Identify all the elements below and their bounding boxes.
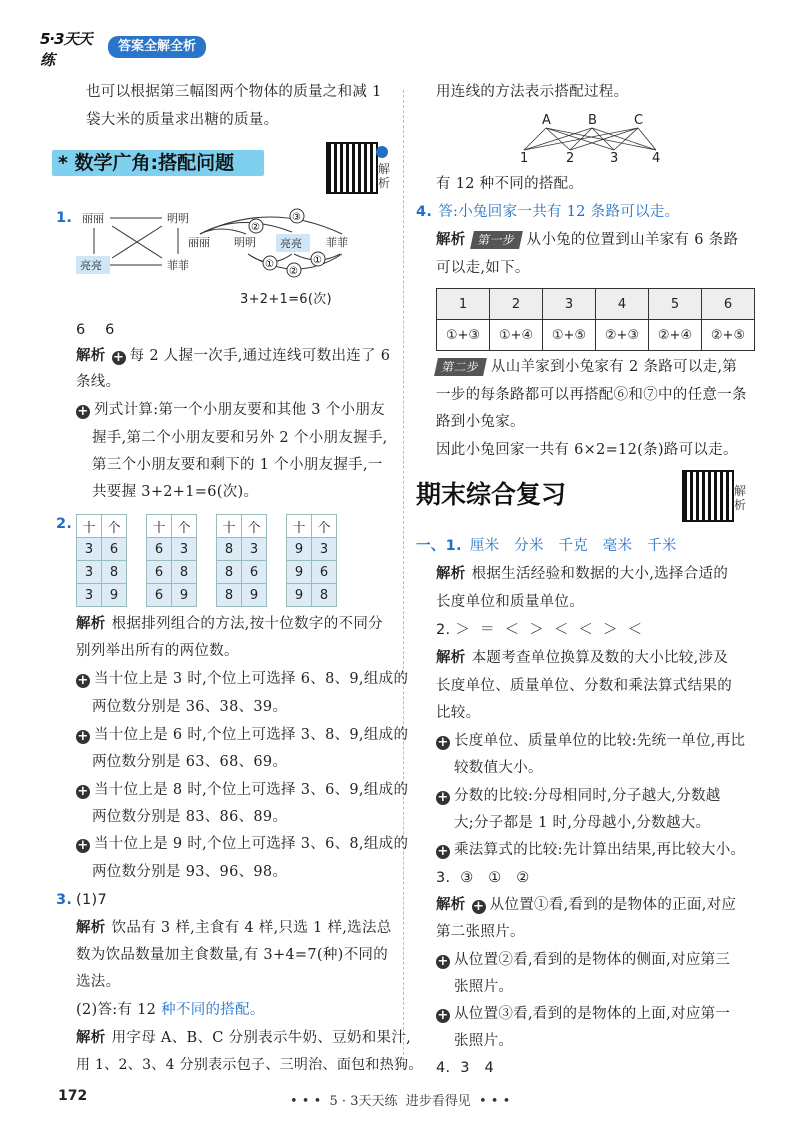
qr-label: 解析 [378,162,391,190]
plus-icon: + [77,673,89,688]
digit-cell: 8 [217,561,242,584]
digit-cell: 8 [217,584,242,607]
q1-jiexi-4: 握手,第二个小朋友要和另外 2 个小朋友握手, [92,430,388,446]
q2-digit-tables [76,514,376,604]
number-4: 4 [652,151,661,166]
q3-part1: (1)7 [76,892,107,908]
name-mingming: 明明 [167,212,189,225]
part1-d2b: 张照片。 [454,979,514,995]
letter-b: B [588,113,597,128]
digit-cell: 3 [77,561,102,584]
digit-cell: 3 [242,538,267,561]
q2-b1a: + 当十位上是 3 时,个位上可选择 6、8、9,组成的 [77,671,409,688]
number-2: 2 [566,151,575,166]
digit-cell: 6 [102,538,127,561]
digit-cell: 8 [172,561,197,584]
q3-jiexi-2: 数为饮品数量加主食数量,有 3+4=7(种)不同的 [76,947,389,963]
digit-head-cell: 个 [102,515,127,538]
q2-jiexi-1: 解析 根据排列组合的方法,按十位数字的不同分 [76,616,383,632]
part1-d3a: + 从位置③看,看到的是物体的上面,对应第一 [437,1006,731,1023]
q2-b2a: + 当十位上是 6 时,个位上可选择 3、8、9,组成的 [77,727,409,744]
plus-icon: + [437,954,449,969]
plus-icon: + [77,784,89,799]
digit-cell: 3 [77,538,102,561]
name-feifei-2: 菲菲 [326,236,348,249]
svg-text:①: ① [313,255,322,266]
plus-icon: + [437,790,449,805]
digit-table-row [147,561,197,584]
part1-c2a: + 分数的比较:分母相同时,分子越大,分数越 [437,788,721,805]
handshake-diagram [70,204,400,288]
digit-table-row [77,538,127,561]
part1-c1a: + 长度单位、质量单位的比较:先统一单位,再比 [437,733,746,750]
q1-answer: 6 6 [76,322,115,338]
digit-table-row [77,584,127,607]
q2-b1b: 两位数分别是 36、38、39。 [92,699,288,715]
digit-table [146,514,197,607]
part1-d1b: 第二张照片。 [436,924,525,940]
letter-a: A [542,113,551,128]
plus-icon: + [437,735,449,750]
digit-table-head [147,515,197,538]
route-table-row: ①+③ ①+④ ①+⑤ ②+③ ②+④ ②+⑤ [437,320,755,351]
digit-table-row [147,538,197,561]
name-liangliang-2: 亮亮 [280,237,302,250]
brand-logo: 5·3天天练 [40,30,92,69]
q2-b2b: 两位数分别是 63、68、69。 [92,754,288,770]
plus-icon: + [437,844,449,859]
part1-q1-jiexi-1: 解析 根据生活经验和数据的大小,选择合适的 [436,566,729,582]
r-line-1: 用连线的方法表示搭配过程。 [436,84,629,100]
abc-matching-diagram [510,110,680,166]
footer-slogan: • • • 5 · 3天天练 进步看得见 • • • [290,1094,511,1109]
q1-jiexi-6: 共要握 3+2+1=6(次)。 [92,484,259,500]
part1-q2-jiexi-3: 比较。 [436,705,481,721]
name-feifei: 菲菲 [167,259,189,272]
part1-d2a: + 从位置②看,看到的是物体的侧面,对应第三 [437,952,731,969]
digit-cell: 3 [312,538,337,561]
play-icon [376,146,388,158]
svg-text:②: ② [289,266,298,277]
plus-icon: + [77,404,89,419]
part1-d3b: 张照片。 [454,1033,514,1049]
q4-step1-b: 可以走,如下。 [436,260,530,276]
digit-cell: 9 [287,538,312,561]
digit-cell: 9 [242,584,267,607]
digit-table-head [77,515,127,538]
digit-cell: 3 [77,584,102,607]
digit-table-row [287,538,337,561]
part1-q1: 一、1. 厘米 分米 千克 毫米 千米 [416,538,677,554]
q1-jiexi-3: + 列式计算:第一个小朋友要和其他 3 个小朋友 [77,402,385,419]
q3-jiexi-3: 选法。 [76,974,121,990]
part1-c2b: 大;分子都是 1 时,分母越小,分数越大。 [454,815,711,831]
digit-head-cell: 十 [77,515,102,538]
digit-table-row [217,538,267,561]
q4-answer: 4. 答:小兔回家一共有 12 条路可以走。 [416,204,680,220]
q1-equation: 3+2+1=6(次) [240,292,332,307]
q3-jiexi-1: 解析 饮品有 3 样,主食有 4 样,只选 1 样,选法总 [76,920,392,936]
digit-cell: 9 [287,584,312,607]
digit-cell: 6 [147,561,172,584]
column-divider [403,90,404,1070]
section-title: * 数学广角:搭配问题 [58,152,235,174]
name-lili-2: 丽丽 [188,236,210,249]
review-title: 期末综合复习 [416,480,567,509]
route-table-head: 1 2 3 4 5 6 [437,289,755,320]
q1-jiexi-5: 第三个小朋友要和剩下的 1 个小朋友握手,一 [92,457,383,473]
digit-head-cell: 个 [172,515,197,538]
q1-jiexi-1: 解析 + 每 2 人握一次手,通过连线可数出连了 6 [76,348,391,365]
svg-text:③: ③ [292,212,301,223]
digit-head-cell: 个 [242,515,267,538]
digit-table-row [77,561,127,584]
q4-step2-c: 路到小兔家。 [436,414,525,430]
q2-number: 2. [56,516,73,532]
plus-icon: + [437,1008,449,1023]
digit-table-row [217,561,267,584]
part1-d1a: 解析 + 从位置①看,看到的是物体的正面,对应 [436,897,737,914]
number-1: 1 [520,151,529,166]
plus-icon: + [113,350,125,365]
q3-jiexi-5: 用 1、2、3、4 分别表示包子、三明治、面包和热狗。 [76,1057,423,1073]
qr-code[interactable] [326,142,378,194]
digit-table-head [287,515,337,538]
digit-head-cell: 个 [312,515,337,538]
digit-table-row [287,561,337,584]
part1-c1b: 较数值大小。 [454,760,543,776]
q4-step2-a: 第二步 从山羊家到小兔家有 2 条路可以走,第 [436,357,737,377]
name-liangliang: 亮亮 [80,259,102,272]
plus-icon: + [473,899,485,914]
digit-cell: 8 [217,538,242,561]
q2-jiexi-2: 别列举出所有的两位数。 [76,643,239,659]
q2-b4b: 两位数分别是 93、96、98。 [92,864,288,880]
q3-part2: (2)答:有 12 种不同的搭配。 [76,1002,265,1018]
intro-line-2: 袋大米的质量求出糖的质量。 [86,112,279,128]
digit-table [216,514,267,607]
q2-b3a: + 当十位上是 8 时,个位上可选择 3、6、9,组成的 [77,782,409,799]
digit-cell: 9 [102,584,127,607]
digit-cell: 8 [312,584,337,607]
digit-table-row [147,584,197,607]
digit-head-cell: 十 [147,515,172,538]
qr-label-2: 解析 [734,484,747,512]
part1-q4: 4. 3 4 [436,1060,495,1076]
part1-q1-jiexi-2: 长度单位和质量单位。 [436,594,584,610]
letter-c: C [634,113,644,128]
route-table [436,288,755,351]
q3-number: 3. [56,892,73,908]
qr-code-2[interactable] [682,470,734,522]
digit-table-row [217,584,267,607]
part1-q3: 3. ③ ① ② [436,870,530,886]
plus-icon: + [77,729,89,744]
q4-step1-a: 解析 第一步 从小兔的位置到山羊家有 6 条路 [436,232,739,248]
part1-q2: 2. ＞ ＝ ＜ ＞ ＜ ＜ ＞ ＜ [436,622,643,638]
digit-head-cell: 十 [217,515,242,538]
q4-step2-d: 因此小兔回家一共有 6×2=12(条)路可以走。 [436,442,738,458]
digit-cell: 9 [172,584,197,607]
q2-b4a: + 当十位上是 9 时,个位上可选择 3、6、8,组成的 [77,836,409,853]
digit-cell: 9 [287,561,312,584]
intro-line-1: 也可以根据第三幅图两个物体的质量之和减 1 [86,84,382,100]
name-mingming-2: 明明 [234,236,256,249]
number-3: 3 [610,151,619,166]
digit-table-row [287,584,337,607]
part1-q2-jiexi-2: 长度单位、质量单位、分数和乘法算式结果的 [436,678,732,694]
q4-step2-b: 一步的每条路都可以再搭配⑥和⑦中的任意一条 [436,387,747,403]
q3-jiexi-4: 解析 用字母 A、B、C 分别表示牛奶、豆奶和果汁, [76,1030,412,1046]
digit-table-head [217,515,267,538]
digit-cell: 3 [172,538,197,561]
digit-head-cell: 十 [287,515,312,538]
q1-number: 1. [56,210,73,226]
header-badge: 答案全解全析 [108,36,206,58]
digit-cell: 6 [312,561,337,584]
part1-q2-jiexi-1: 解析 本题考查单位换算及数的大小比较,涉及 [436,650,729,666]
digit-cell: 8 [102,561,127,584]
digit-table [76,514,127,607]
name-lili: 丽丽 [82,212,104,225]
digit-table [286,514,337,607]
q2-b3b: 两位数分别是 83、86、89。 [92,809,288,825]
svg-text:①: ① [265,259,274,270]
digit-cell: 6 [242,561,267,584]
svg-text:②: ② [251,222,260,233]
digit-cell: 6 [147,538,172,561]
plus-icon: + [77,838,89,853]
digit-cell: 6 [147,584,172,607]
r-line-2: 有 12 种不同的搭配。 [436,176,584,192]
part1-c3: + 乘法算式的比较:先计算出结果,再比较大小。 [437,842,746,859]
page-number: 172 [58,1088,88,1104]
q1-jiexi-2: 条线。 [76,374,121,390]
